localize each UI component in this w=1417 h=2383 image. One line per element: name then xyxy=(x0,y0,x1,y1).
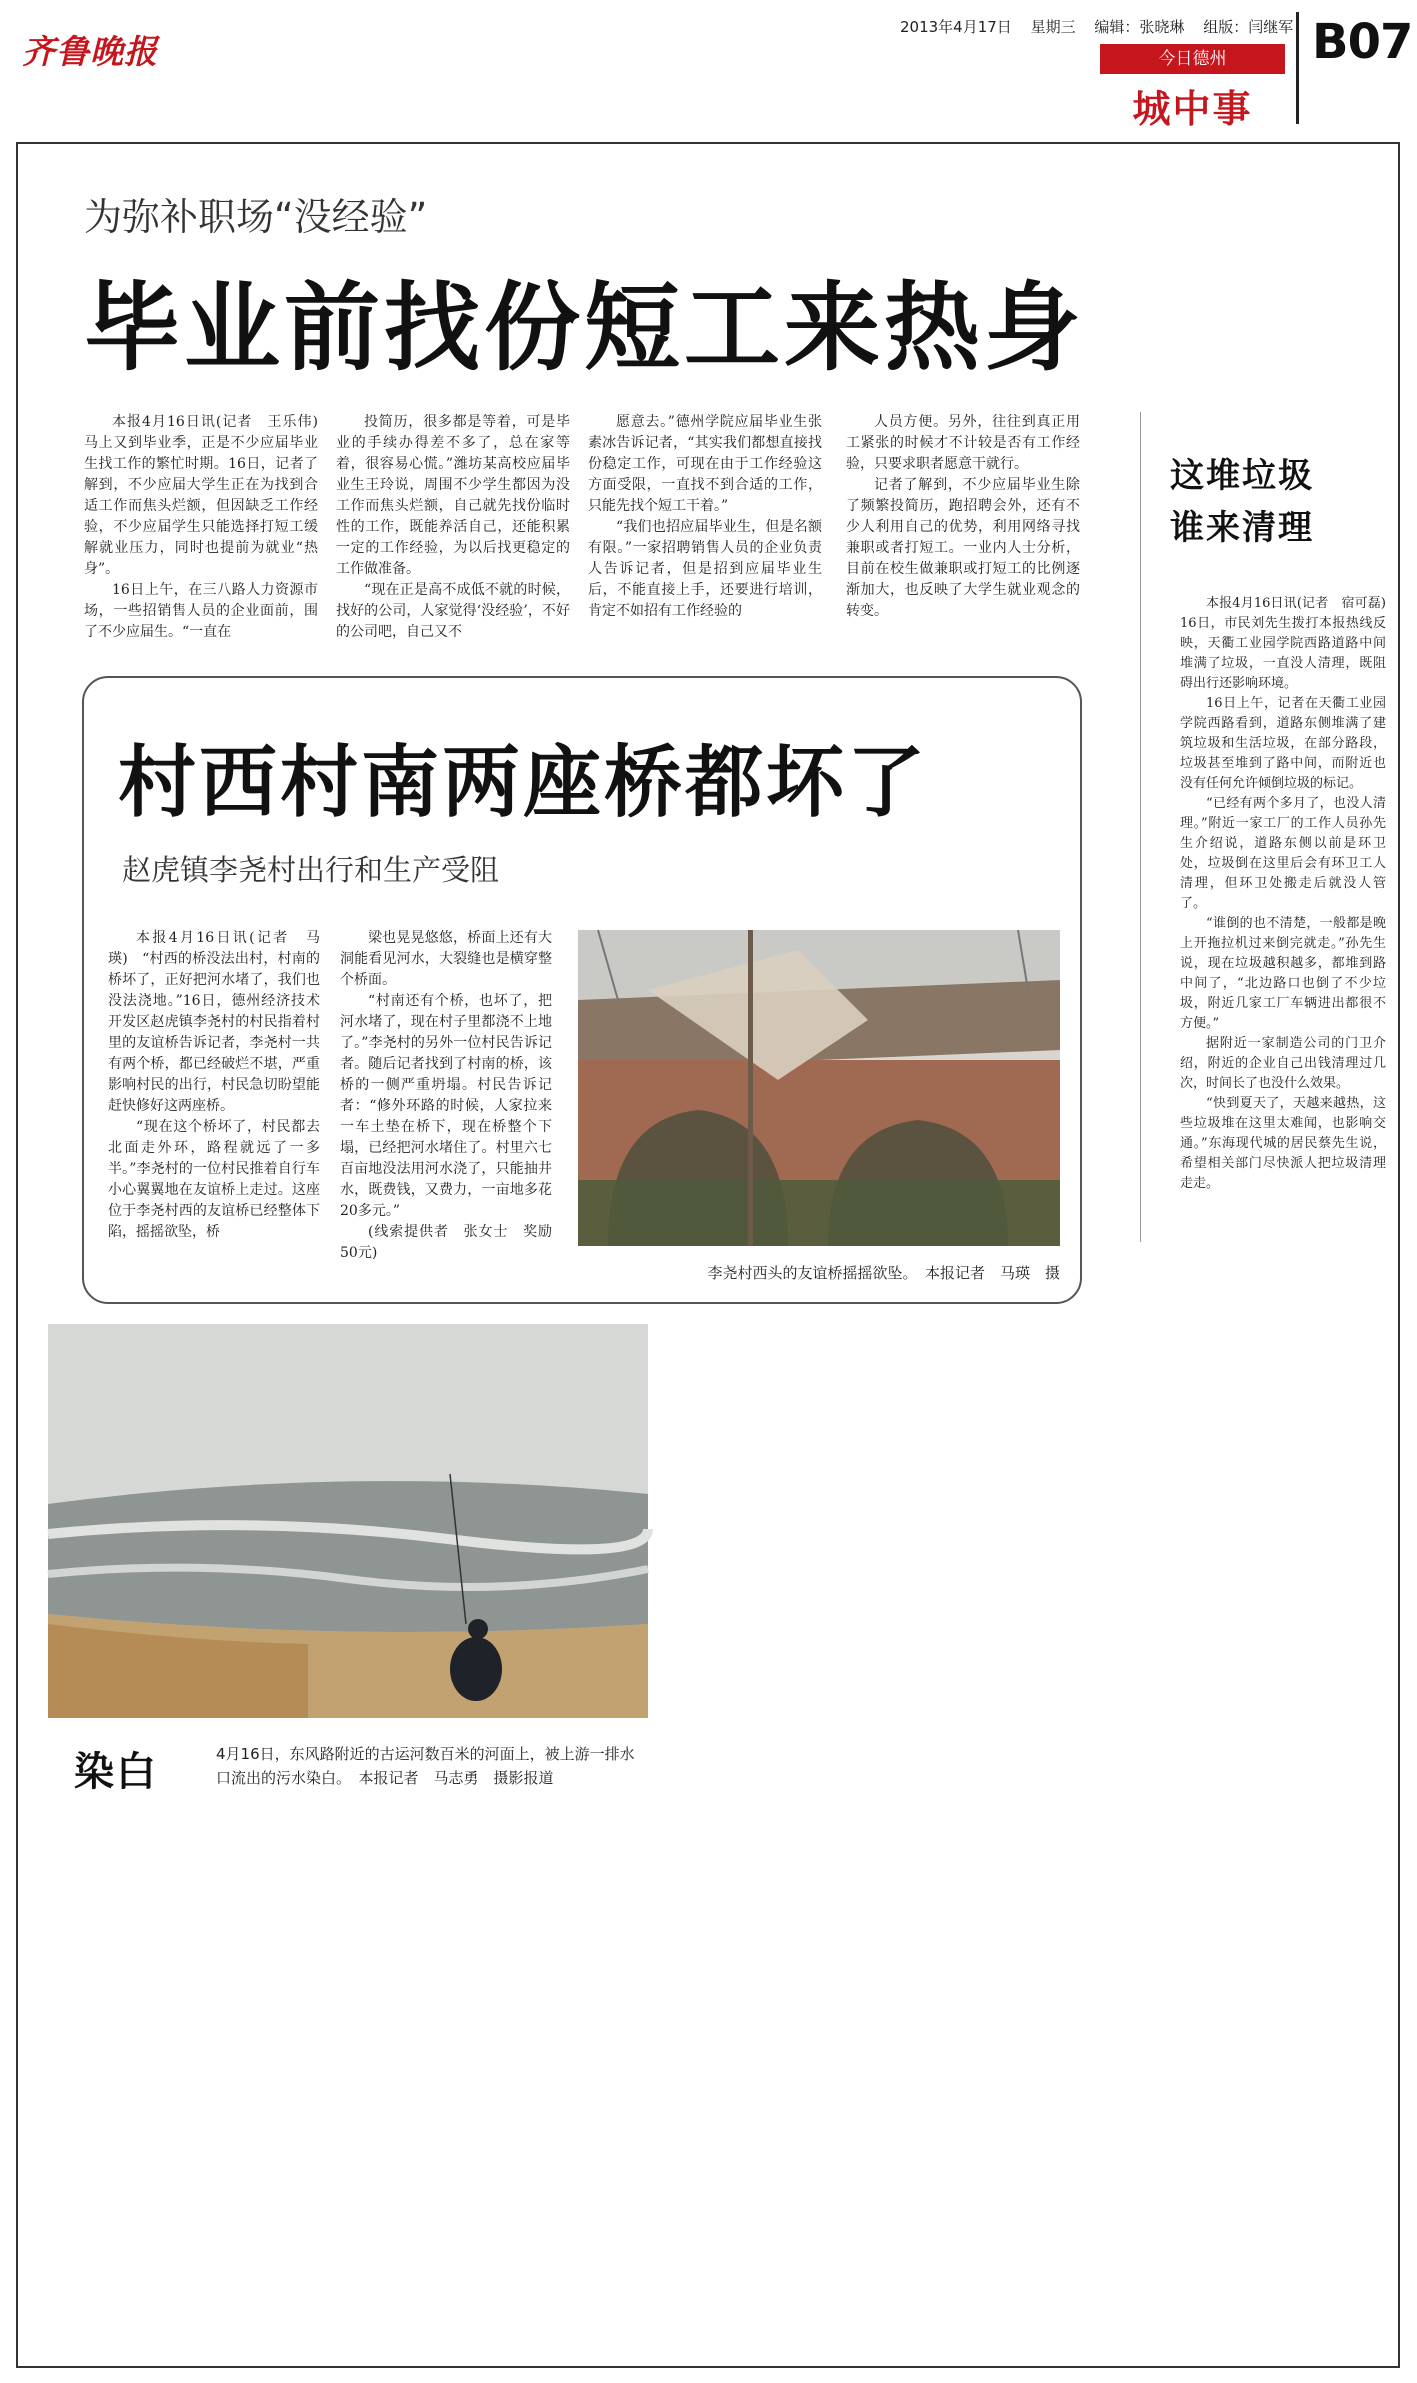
section-tag: 今日德州 xyxy=(1100,44,1285,74)
masthead-info xyxy=(900,16,1307,37)
page-number: B07 xyxy=(1312,14,1413,70)
article-paragraph: 愿意去。”德州学院应届毕业生张素冰告诉记者，“其实我们都想直接找份稳定工作，可现在由于工作经验这方面受限，一直找不到合适的工作，只能先找个短工干着。” xyxy=(588,414,822,514)
article-paragraph: 本报4月16日讯(记者 宿可磊) 16日，市民刘先生拨打本报热线反映，天衢工业园学院西路道路中间堆满了垃圾，一直没人清理，既阻碍出行还影响环境。 xyxy=(1180,596,1400,691)
article-paragraph: “村南还有个桥，也坏了，把河水堵了，现在村子里都浇不上地了。”李尧村的另外一位村民告诉记者。随后记者找到了村南的桥，该桥的一侧严重坍塌。村民告诉记者：“修外环路的时候，人家拉来一车土垫在桥下，现在桥整个下塌，已经把河水堵住了。村里六七百亩地没法用河水浇了，只能抽井水，既费钱，又费力，一亩地多花20多元。” xyxy=(340,993,552,1219)
article-paragraph: 本报4月16日讯(记者 王乐伟) 马上又到毕业季，正是不少应届毕业生找工作的繁忙时期。16日，记者了解到，不少应届大学生正在为找到合适工作而焦头烂额，但因缺乏工作经验，不少应届学生只能选择打短工缓解就业压力，同时也提前为就业“热身”。 xyxy=(84,414,332,577)
article2-column-1 xyxy=(108,928,320,1290)
article-paragraph: “现在这个桥坏了，村民都去北面走外环，路程就远了一多半。”李尧村的一位村民推着自行车小心翼翼地在友谊桥上走过。这座位于李尧村西的友谊桥已经整体下陷，摇摇欲坠，桥 xyxy=(108,1119,320,1240)
article-paragraph: 据附近一家制造公司的门卫介绍，附近的企业自己出钱清理过几次，时间长了也没什么效果。 xyxy=(1180,1036,1386,1091)
article1-column-4 xyxy=(846,412,1080,662)
bridge-photo-image xyxy=(578,930,1060,1246)
article1-headline: 毕业前找份短工来热身 xyxy=(84,272,1084,384)
bridge-photo xyxy=(578,930,1060,1246)
article-paragraph: 记者了解到，不少应届毕业生除了频繁投简历，跑招聘会外，还有不少人利用自己的优势，利用网络寻找兼职或者打短工。一业内人士分析，目前在校生做兼职或打短工的比例逐渐加大，也反映了大学生就业观念的转变。 xyxy=(846,477,1080,619)
article2-subhead: 赵虎镇李尧村出行和生产受阻 xyxy=(122,853,500,887)
article-paragraph: 本报4月16日讯(记者 马瑛) “村西的桥没法出村，村南的桥坏了，正好把河水堵了，我们也没法浇地。”16日，德州经济技术开发区赵虎镇李尧村的村民指着村里的友谊桥告诉记者，李尧村一共有两个桥，都已经破烂不堪，严重影响村民的出行，村民急切盼望能赶快修好这两座桥。 xyxy=(108,930,320,1114)
sidebar-headline-line2: 谁来清理 xyxy=(1170,508,1314,548)
river-photo-image xyxy=(48,1324,648,1718)
sidebar-headline-line1: 这堆垃圾 xyxy=(1170,456,1314,496)
article-paragraph: “我们也招应届毕业生，但是名额有限。”一家招聘销售人员的企业负责人告诉记者，但是招到应届毕业生后，不能直接上手，还要进行培训，肯定不如招有工作经验的 xyxy=(588,519,822,619)
article-paragraph: 人员方便。另外，往往到真正用工紧张的时候才不计较是否有工作经验，只要求职者愿意干就行。 xyxy=(846,414,1080,472)
bridge-photo-caption: 李尧村西头的友谊桥摇摇欲坠。 本报记者 马瑛 摄 xyxy=(707,1264,1060,1282)
article-paragraph: “现在正是高不成低不就的时候，找好的公司，人家觉得‘没经验’，不好的公司吧，自己又不 xyxy=(336,582,570,640)
article-paragraph: 梁也晃晃悠悠，桥面上还有大洞能看见河水，大裂缝也是横穿整个桥面。 xyxy=(340,930,552,988)
article-paragraph: “谁倒的也不清楚，一般都是晚上开拖拉机过来倒完就走。”孙先生说，现在垃圾越积越多，都堆到路中间了，“北边路口也倒了不少垃圾，附近几家工厂车辆进出都很不方便。” xyxy=(1180,916,1386,1031)
article1-column-1 xyxy=(84,412,332,662)
sidebar-body xyxy=(1180,594,1400,1306)
article-paragraph: 16日上午，记者在天衢工业园学院西路看到，道路东侧堆满了建筑垃圾和生活垃圾，在部分路段，垃圾甚至堆到了路中间，而附近也没有任何允许倾倒垃圾的标记。 xyxy=(1180,696,1386,791)
article1-column-3 xyxy=(588,412,822,662)
article2-column-2 xyxy=(340,928,566,1290)
river-photo-caption: 4月16日，东风路附近的古运河数百米的河面上，被上游一排水口流出的污水染白。 本报记者 马志勇 摄影报道 xyxy=(216,1745,635,1787)
issue-weekday: 星期三 xyxy=(1030,18,1076,36)
sidebar-headline xyxy=(1170,450,1314,554)
article-paragraph: “已经有两个多月了，也没人清理。”附近一家工厂的工作人员孙先生介绍说，道路东侧以前是环卫处，垃圾倒在这里后会有环卫工人清理，但环卫处搬走后就没人管了。 xyxy=(1180,796,1386,911)
designer-credit: 组版：闫继军 xyxy=(1203,18,1294,36)
river-photo xyxy=(48,1324,648,1718)
article1-kicker: 为弥补职场“没经验” xyxy=(84,195,428,239)
sidebar-divider xyxy=(1140,412,1141,1242)
river-photo-title: 染白 xyxy=(74,1749,158,1795)
article-paragraph: “快到夏天了，天越来越热，这些垃圾堆在这里太难闻，也影响交通。”东海现代城的居民蔡先生说，希望相关部门尽快派人把垃圾清理走走。 xyxy=(1180,1096,1386,1191)
issue-date: 2013年4月17日 xyxy=(900,18,1012,36)
newspaper-logo: 齐鲁晚报 xyxy=(22,32,158,71)
article-paragraph: 投简历，很多都是等着，可是毕业的手续办得差不多了，总在家等着，很容易心慌。”潍坊某高校应届毕业生王玲说，周围不少学生都因为没工作而焦头烂额，自己就先找份临时性的工作，既能养活自己，还能积累一定的工作经验，为以后找更稳定的工作做准备。 xyxy=(336,414,570,577)
article-paragraph: 16日上午，在三八路人力资源市场，一些招销售人员的企业面前，围了不少应届生。“一直在 xyxy=(84,582,318,640)
masthead-divider xyxy=(1296,12,1299,124)
tip-credit: (线索提供者 张女士 奖励 50元) xyxy=(340,1224,566,1261)
article2-headline: 村西村南两座桥都坏了 xyxy=(118,738,929,828)
editor-credit: 编辑：张晓琳 xyxy=(1094,18,1185,36)
column-title: 城中事 xyxy=(1132,87,1253,131)
article1-column-2 xyxy=(336,412,570,662)
